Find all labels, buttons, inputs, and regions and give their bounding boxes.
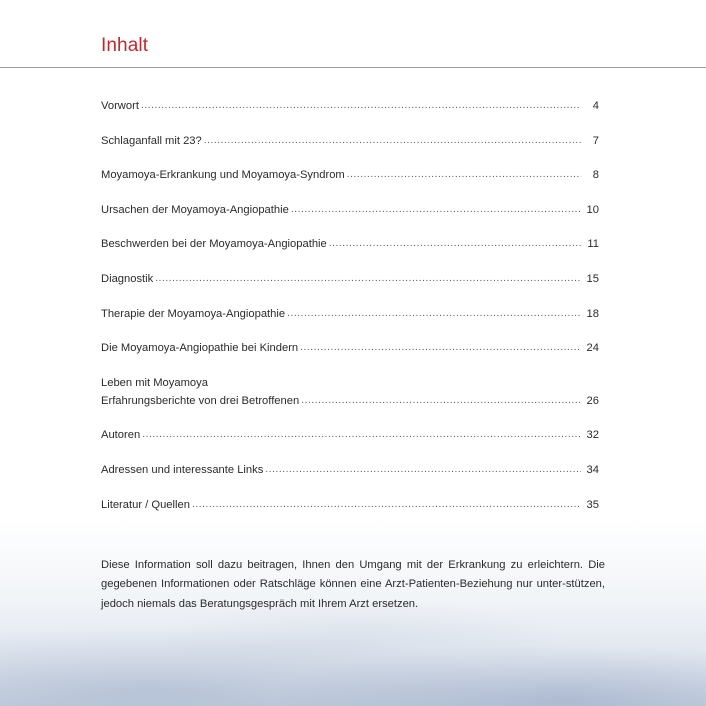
- toc-page-number: 18: [586, 307, 599, 320]
- toc-entry-label: Autoren: [101, 429, 141, 442]
- toc-dot-leader: [265, 461, 581, 479]
- toc-entry-label: Die Moyamoya-Angiopathie bei Kindern: [101, 342, 299, 355]
- toc-entry-label: Diagnostik: [101, 272, 154, 285]
- toc-page-number: 24: [586, 342, 599, 355]
- toc-page-number: 10: [586, 203, 599, 216]
- toc-entry[interactable]: [101, 132, 599, 150]
- toc-entry[interactable]: [101, 461, 599, 479]
- toc-dot-leader: [329, 235, 581, 253]
- toc-entry-label: Erfahrungsberichte von drei Betroffenen: [101, 394, 300, 407]
- toc-page-number: 35: [586, 498, 599, 511]
- toc-entry[interactable]: [101, 201, 599, 219]
- header-divider: [0, 67, 706, 68]
- toc-page-number: 15: [586, 272, 599, 285]
- toc-entry-label: Beschwerden bei der Moyamoya-Angiopathie: [101, 238, 327, 251]
- toc-page-number: 8: [592, 169, 599, 182]
- toc-entry[interactable]: [101, 235, 599, 253]
- toc-page-number: 32: [586, 429, 599, 442]
- table-of-contents: [101, 97, 599, 530]
- page-title: Inhalt: [101, 35, 149, 56]
- toc-page-number: 11: [587, 238, 599, 251]
- toc-entry[interactable]: [101, 97, 599, 115]
- toc-page-number: 4: [592, 100, 599, 112]
- toc-dot-leader: [291, 201, 581, 219]
- toc-entry[interactable]: [101, 166, 599, 184]
- toc-entry[interactable]: [101, 426, 599, 444]
- toc-entry[interactable]: [101, 270, 599, 288]
- toc-entry-label-line1: Leben mit Moyamoya: [101, 376, 208, 389]
- toc-entry[interactable]: [101, 305, 599, 323]
- toc-entry[interactable]: [101, 339, 599, 357]
- toc-entry-label: Moyamoya-Erkrankung und Moyamoya-Syndrom: [101, 169, 345, 182]
- disclaimer-text: Diese Information soll dazu beitragen, Ihnen den Umgang mit der Erkrankung zu erleichtern. Die gegebenen Informationen oder Ratschläge können eine Arzt-Patienten-Beziehung nur unter-stützen, jedoch niemals das Beratungsgespräch mit Ihrem Arzt ersetzen.: [101, 559, 605, 610]
- toc-entry-label: Ursachen der Moyamoya-Angiopathie: [101, 203, 289, 216]
- toc-entry[interactable]: [101, 374, 599, 410]
- toc-entry-label: Therapie der Moyamoya-Angiopathie: [101, 307, 286, 320]
- toc-page-number: 34: [586, 463, 599, 476]
- toc-entry-label: Adressen und interessante Links: [101, 463, 264, 476]
- toc-dot-leader: [142, 426, 581, 444]
- toc-dot-leader: [287, 305, 581, 323]
- toc-entry-label: Vorwort: [101, 100, 139, 112]
- toc-dot-leader: [192, 496, 581, 514]
- toc-dot-leader: [347, 166, 581, 184]
- toc-dot-leader: [141, 97, 581, 115]
- toc-page-number: 26: [586, 394, 599, 407]
- toc-entry-label: Literatur / Quellen: [101, 498, 190, 511]
- toc-page-number: 7: [592, 134, 599, 147]
- toc-dot-leader: [300, 339, 581, 357]
- toc-dot-leader: [204, 132, 581, 150]
- toc-dot-leader: [155, 270, 581, 288]
- toc-entry[interactable]: [101, 496, 599, 514]
- toc-dot-leader: [301, 392, 581, 410]
- toc-entry-label: Schlaganfall mit 23?: [101, 134, 202, 147]
